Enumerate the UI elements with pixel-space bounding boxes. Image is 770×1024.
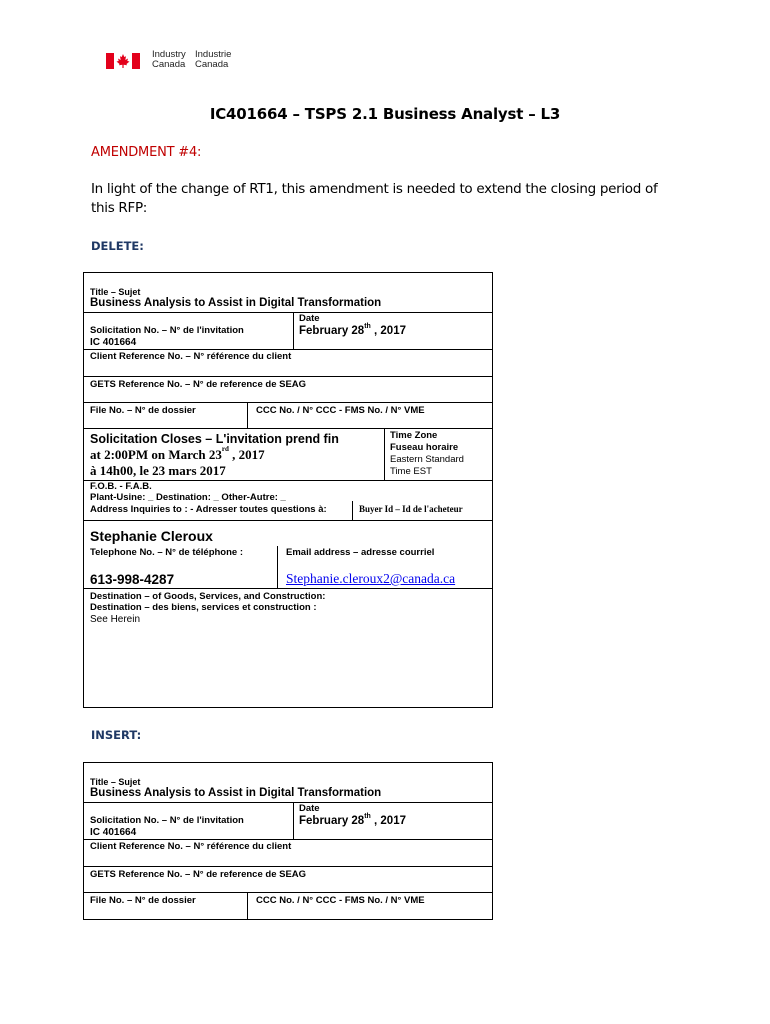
- tz-value: Eastern Standard: [390, 454, 464, 465]
- client-ref-label: Client Reference No. – N° référence du client: [90, 351, 292, 362]
- solicitation-label: Solicitation No. – N° de l'invitation: [90, 325, 244, 336]
- destination-label-fr: Destination – des biens, services et construction :: [90, 602, 317, 613]
- closes-time: at 2:00PM on March 23rd , 2017: [90, 445, 265, 462]
- closes-fr: à 14h00, le 23 mars 2017: [90, 463, 226, 478]
- fob-label: F.O.B. - F.A.B.: [90, 481, 152, 492]
- phone-value: 613-998-4287: [90, 572, 175, 587]
- date-value: February 28th , 2017: [299, 323, 406, 337]
- file-row: [84, 893, 492, 919]
- email-link[interactable]: Stephanie.cleroux2@canada.ca: [286, 571, 456, 586]
- amendment-heading: AMENDMENT #4:: [91, 145, 202, 160]
- ccc-label: CCC No. / N° CCC - FMS No. / N° VME: [256, 405, 425, 416]
- closes-row: [84, 429, 492, 481]
- title-value: Business Analysis to Assist in Digital Transformation: [90, 297, 382, 309]
- solicitation-row: [84, 313, 492, 350]
- date-label: Date: [299, 803, 320, 814]
- fob-address-row: [84, 481, 492, 521]
- insert-form: [83, 762, 493, 920]
- email-label: Email address – adresse courriel: [286, 547, 435, 558]
- client-ref-label: Client Reference No. – N° référence du client: [90, 841, 292, 852]
- phone-label: Telephone No. – N° de téléphone :: [90, 547, 243, 558]
- destination-row: [84, 589, 492, 707]
- address-label: Address Inquiries to : - Adresser toutes questions à:: [90, 504, 327, 515]
- client-ref-row: [84, 350, 492, 377]
- gets-label: GETS Reference No. – N° de reference de SEAG: [90, 379, 307, 390]
- phone-email-row: [84, 546, 492, 589]
- fob-line: Plant-Usine: _ Destination: _ Other-Autre: _: [90, 492, 286, 503]
- document-title: IC401664 – TSPS 2.1 Business Analyst – L3: [209, 105, 561, 123]
- delete-label: DELETE:: [91, 239, 144, 253]
- title-row: [84, 273, 492, 313]
- title-label: Title – Sujet: [90, 777, 141, 787]
- canada-flag-icon: [106, 53, 140, 69]
- logo-text-en: Industry Canada: [152, 49, 186, 70]
- solicitation-value: IC 401664: [90, 337, 137, 348]
- tz-label-fr: Fuseau horaire: [390, 442, 459, 453]
- title-row: [84, 763, 492, 803]
- solicitation-value: IC 401664: [90, 827, 137, 838]
- tz-label: Time Zone: [390, 430, 438, 441]
- tz-value-2: Time EST: [390, 466, 432, 477]
- gets-row: [84, 377, 492, 403]
- file-label: File No. – N° de dossier: [90, 405, 196, 416]
- delete-form: [83, 272, 493, 708]
- gets-label: GETS Reference No. – N° de reference de SEAG: [90, 869, 307, 880]
- closes-label: Solicitation Closes – L'invitation prend fin: [90, 432, 339, 446]
- file-row: [84, 403, 492, 429]
- client-ref-row: [84, 840, 492, 867]
- file-label: File No. – N° de dossier: [90, 895, 196, 906]
- destination-value: See Herein: [90, 614, 141, 625]
- date-label: Date: [299, 313, 320, 324]
- gets-row: [84, 867, 492, 893]
- destination-label: Destination – of Goods, Services, and Construction:: [90, 591, 326, 602]
- title-value: Business Analysis to Assist in Digital Transformation: [90, 787, 382, 799]
- ccc-label: CCC No. / N° CCC - FMS No. / N° VME: [256, 895, 425, 906]
- solicitation-label: Solicitation No. – N° de l'invitation: [90, 815, 244, 826]
- amendment-body: In light of the change of RT1, this amendment is needed to extend the closing period of this RFP:: [91, 181, 658, 216]
- contact-name: Stephanie Cleroux: [90, 528, 213, 544]
- solicitation-row: [84, 803, 492, 840]
- buyer-label: Buyer Id – Id de l'acheteur: [359, 504, 463, 514]
- date-value: February 28th , 2017: [299, 813, 406, 827]
- contact-row: [84, 521, 492, 546]
- logo-text-fr: Industrie Canada: [195, 49, 232, 70]
- insert-label: INSERT:: [91, 728, 142, 742]
- title-label: Title – Sujet: [90, 287, 141, 297]
